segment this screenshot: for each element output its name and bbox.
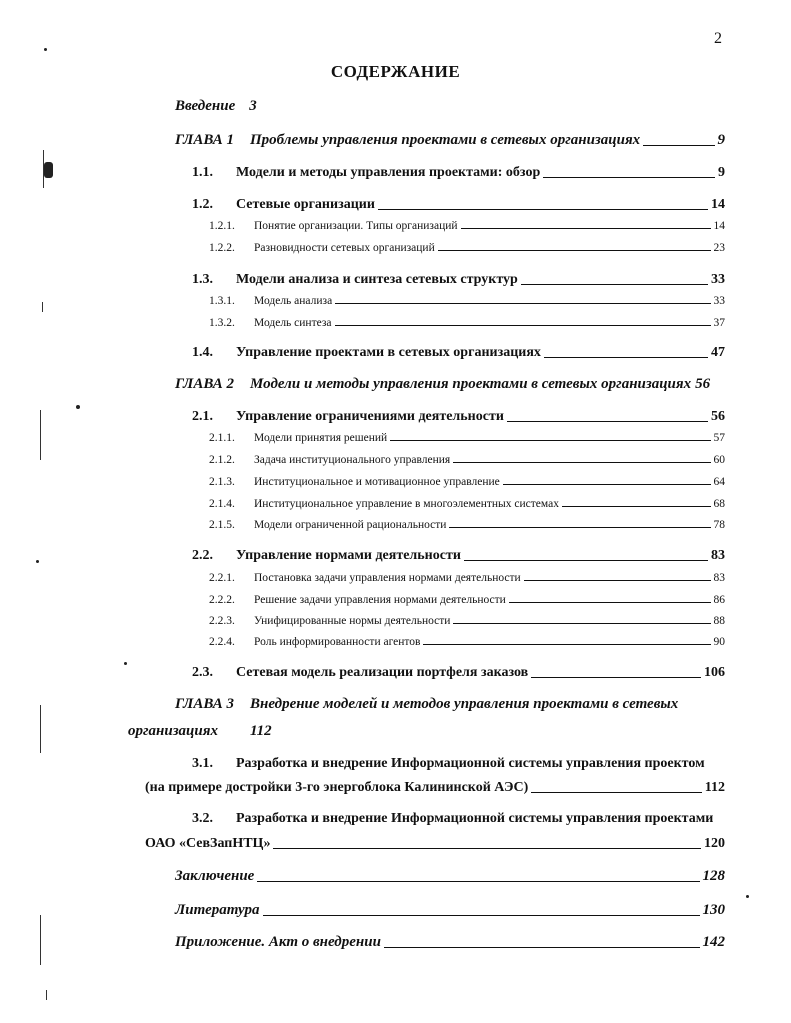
toc-section-3-2-cont <box>145 836 725 852</box>
leader-line <box>335 302 710 304</box>
leader-line <box>544 356 708 358</box>
toc-subsection-page: 68 <box>713 498 725 510</box>
toc-section-num: 2.2. <box>192 548 213 563</box>
toc-subsection-title: Институциональное управление в многоэлементных системах <box>254 498 559 510</box>
toc-appendix <box>175 934 725 951</box>
toc-intro-label: Введение <box>175 98 236 114</box>
leader-line <box>384 946 700 948</box>
toc-chapter-2-title: Модели и методы управления проектами в сетевых организациях <box>250 376 692 392</box>
toc-literature <box>175 902 725 919</box>
scan-speck <box>76 405 80 409</box>
toc-section-title: Управление нормами деятельности <box>236 548 461 563</box>
toc-section-title: Разработка и внедрение Информационной системы управления проектом <box>236 756 705 771</box>
leader-line <box>453 461 710 463</box>
leader-line <box>643 144 714 146</box>
toc-section-title: Модели и методы управления проектами: обзор <box>236 165 541 180</box>
toc-section-page: 83 <box>711 548 725 563</box>
toc-chapter-3-title-line1: Внедрение моделей и методов управления проектами в сетевых <box>250 696 679 712</box>
toc-subsection-2-1-1 <box>209 432 725 444</box>
toc-subsection-title: Задача институционального управления <box>254 454 451 466</box>
toc-literature-page: 130 <box>702 902 725 918</box>
toc-subsection-page: 33 <box>713 295 725 307</box>
toc-section-title-cont: (на примере достройки 3-го энергоблока Калининской АЭС) <box>145 780 529 795</box>
leader-line <box>531 791 701 793</box>
toc-subsection-2-1-5 <box>209 519 725 531</box>
toc-section-page: 14 <box>711 197 725 212</box>
toc-section-3-2 <box>192 811 713 827</box>
toc-chapter-3-cont <box>128 723 272 740</box>
toc-section-title: Разработка и внедрение Информационной системы управления проектами <box>236 811 714 826</box>
toc-subsection-num: 2.2.1. <box>209 572 235 584</box>
toc-subsection-title: Модели принятия решений <box>254 432 388 444</box>
toc-subsection-2-2-2 <box>209 594 725 606</box>
toc-subsection-page: 83 <box>713 572 725 584</box>
leader-line <box>521 283 708 285</box>
toc-subsection-title: Понятие организации. Типы организаций <box>254 220 458 232</box>
toc-subsection-title: Решение задачи управления нормами деятельности <box>254 594 506 606</box>
toc-section-2-2 <box>192 548 725 564</box>
leader-line <box>524 579 711 581</box>
toc-section-title: Модели анализа и синтеза сетевых структур <box>236 272 518 287</box>
toc-appendix-page: 142 <box>702 934 725 950</box>
leader-line <box>335 324 711 326</box>
toc-subsection-title: Роль информированности агентов <box>254 636 421 648</box>
toc-section-page: 33 <box>711 272 725 287</box>
leader-line <box>453 622 710 624</box>
leader-line <box>263 914 700 916</box>
toc-section-title: Сетевые организации <box>236 197 375 212</box>
leader-line <box>438 249 711 251</box>
toc-section-page: 9 <box>718 165 725 180</box>
binding-hole-mark <box>43 150 44 188</box>
toc-subsection-title: Унифицированные нормы деятельности <box>254 615 451 627</box>
toc-subsection-num: 2.2.3. <box>209 615 235 627</box>
leader-line <box>509 601 711 603</box>
toc-subsection-title: Институциональное и мотивационное управление <box>254 476 500 488</box>
toc-conclusion-page: 128 <box>702 868 725 884</box>
leader-line <box>449 526 710 528</box>
toc-section-title: Управление проектами в сетевых организациях <box>236 345 541 360</box>
toc-section-1-1 <box>192 165 725 181</box>
toc-section-num: 3.1. <box>192 756 213 771</box>
toc-subsection-2-1-3 <box>209 476 725 488</box>
scan-speck <box>746 895 749 898</box>
binding-hole-mark <box>40 410 41 460</box>
leader-line <box>464 559 708 561</box>
toc-subsection-num: 1.2.2. <box>209 242 235 254</box>
binding-hole-mark <box>40 915 41 965</box>
scan-speck <box>46 990 47 1000</box>
toc-subsection-num: 1.3.2. <box>209 317 235 329</box>
toc-chapter-2-page: 56 <box>695 376 711 392</box>
toc-section-3-1 <box>192 756 705 772</box>
toc-subsection-page: 60 <box>713 454 725 466</box>
toc-section-num: 1.1. <box>192 165 213 180</box>
toc-appendix-label: Приложение. Акт о внедрении <box>175 934 381 950</box>
toc-section-page: 106 <box>704 665 725 680</box>
leader-line <box>378 208 708 210</box>
toc-subsection-num: 1.3.1. <box>209 295 235 307</box>
toc-conclusion-label: Заключение <box>175 868 255 884</box>
toc-chapter-3 <box>175 696 678 713</box>
leader-line <box>507 420 708 422</box>
binding-hole-mark <box>44 162 53 178</box>
toc-subsection-num: 2.1.3. <box>209 476 235 488</box>
toc-subsection-2-1-4 <box>209 498 725 510</box>
toc-subsection-1-3-1 <box>209 295 725 307</box>
toc-subsection-num: 1.2.1. <box>209 220 235 232</box>
toc-literature-label: Литература <box>175 902 260 918</box>
toc-subsection-2-2-1 <box>209 572 725 584</box>
scan-speck <box>124 662 127 665</box>
toc-subsection-page: 90 <box>713 636 725 648</box>
leader-line <box>531 676 701 678</box>
toc-subsection-title: Постановка задачи управления нормами деятельности <box>254 572 521 584</box>
toc-subsection-num: 2.2.2. <box>209 594 235 606</box>
toc-section-page: 47 <box>711 345 725 360</box>
toc-section-page: 120 <box>704 836 725 851</box>
toc-section-3-1-cont <box>145 780 725 796</box>
toc-subsection-page: 78 <box>713 519 725 531</box>
leader-line <box>543 176 715 178</box>
toc-section-1-3 <box>192 272 725 288</box>
toc-section-num: 1.4. <box>192 345 213 360</box>
toc-subsection-num: 2.1.1. <box>209 432 235 444</box>
toc-subsection-1-2-1 <box>209 220 725 232</box>
toc-section-1-4 <box>192 345 725 361</box>
toc-subsection-title: Разновидности сетевых организаций <box>254 242 435 254</box>
scan-speck <box>42 302 43 312</box>
toc-chapter-1 <box>175 132 725 149</box>
toc-section-page: 56 <box>711 409 725 424</box>
toc-section-num: 3.2. <box>192 811 213 826</box>
toc-subsection-page: 57 <box>713 432 725 444</box>
toc-section-num: 2.3. <box>192 665 213 680</box>
toc-subsection-page: 37 <box>713 317 725 329</box>
scan-speck <box>44 48 47 51</box>
toc-chapter-3-num: ГЛАВА 3 <box>175 696 235 712</box>
toc-chapter-2 <box>175 376 725 393</box>
toc-subsection-1-2-2 <box>209 242 725 254</box>
toc-section-title: Сетевая модель реализации портфеля заказов <box>236 665 529 680</box>
toc-section-page: 112 <box>704 780 725 795</box>
toc-subsection-page: 88 <box>713 615 725 627</box>
toc-subsection-2-2-4 <box>209 636 725 648</box>
toc-chapter-1-num: ГЛАВА 1 <box>175 132 235 148</box>
toc-chapter-1-page: 9 <box>717 132 725 148</box>
page-number: 2 <box>714 30 722 47</box>
toc-chapter-3-page: 112 <box>249 723 272 739</box>
toc-section-title-cont: ОАО «СевЗапНТЦ» <box>145 836 271 851</box>
toc-section-1-2 <box>192 197 725 213</box>
toc-section-num: 1.2. <box>192 197 213 212</box>
toc-subsection-num: 2.1.5. <box>209 519 235 531</box>
toc-subsection-1-3-2 <box>209 317 725 329</box>
toc-intro <box>175 98 257 115</box>
binding-hole-mark <box>40 705 41 753</box>
toc-subsection-num: 2.2.4. <box>209 636 235 648</box>
scan-speck <box>36 560 39 563</box>
toc-section-num: 2.1. <box>192 409 213 424</box>
toc-chapter-1-title: Проблемы управления проектами в сетевых организациях <box>250 132 641 148</box>
toc-subsection-num: 2.1.2. <box>209 454 235 466</box>
leader-line <box>390 439 710 441</box>
toc-chapter-2-num: ГЛАВА 2 <box>175 376 235 392</box>
toc-section-2-1 <box>192 409 725 425</box>
page-title: СОДЕРЖАНИЕ <box>330 62 461 81</box>
toc-section-num: 1.3. <box>192 272 213 287</box>
leader-line <box>423 643 710 645</box>
toc-subsection-num: 2.1.4. <box>209 498 235 510</box>
toc-subsection-title: Модель синтеза <box>254 317 332 329</box>
toc-subsection-title: Модель анализа <box>254 295 333 307</box>
toc-section-title: Управление ограничениями деятельности <box>236 409 504 424</box>
toc-section-2-3 <box>192 665 725 681</box>
leader-line <box>257 880 699 882</box>
toc-subsection-page: 23 <box>713 242 725 254</box>
toc-subsection-title: Модели ограниченной рациональности <box>254 519 447 531</box>
toc-subsection-page: 64 <box>713 476 725 488</box>
toc-chapter-3-title-line2: организациях <box>128 723 218 739</box>
toc-subsection-2-2-3 <box>209 615 725 627</box>
leader-line <box>273 847 701 849</box>
toc-subsection-page: 14 <box>713 220 725 232</box>
leader-line <box>461 227 711 229</box>
toc-subsection-page: 86 <box>713 594 725 606</box>
leader-line <box>562 505 711 507</box>
toc-intro-page: 3 <box>249 98 257 114</box>
leader-line <box>503 483 711 485</box>
toc-subsection-2-1-2 <box>209 454 725 466</box>
toc-conclusion <box>175 868 725 885</box>
